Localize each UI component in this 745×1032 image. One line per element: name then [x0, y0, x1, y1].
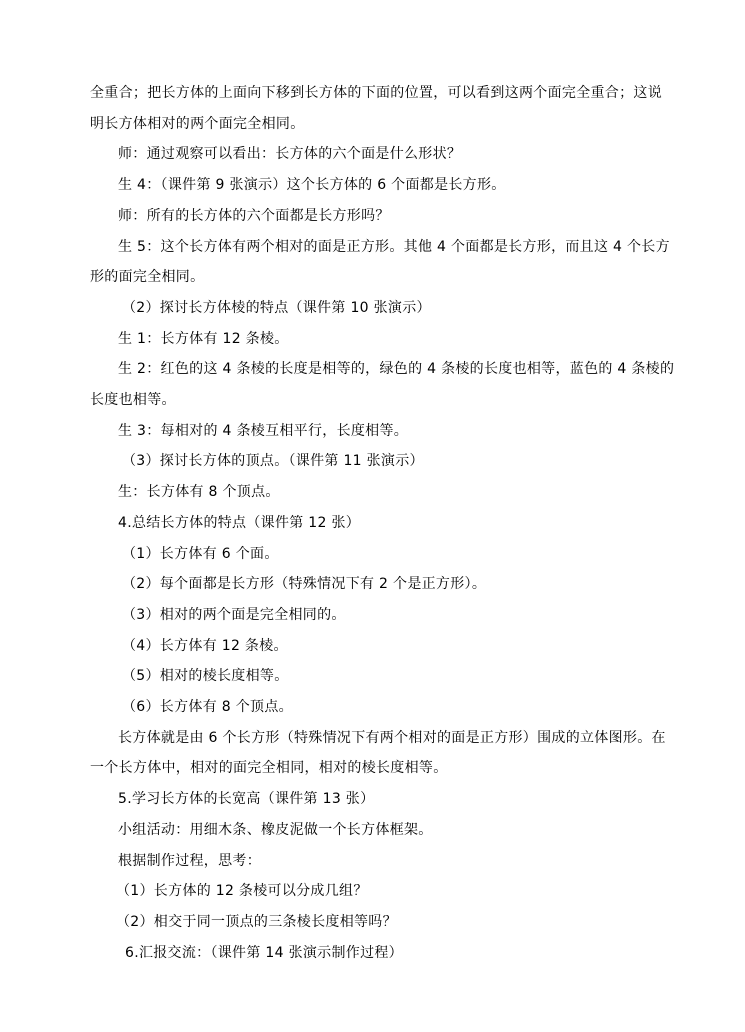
list-item: （3）相对的两个面是完全相同的。 [122, 606, 346, 623]
list-item: （1）长方体有 6 个面。 [122, 545, 279, 562]
list-item: （4）长方体有 12 条棱。 [122, 637, 288, 654]
student-answer: 生 5：这个长方体有两个相对的面是正方形。其他 4 个面都是长方形，而且这 4 个长方 [118, 238, 670, 255]
list-item: （5）相对的棱长度相等。 [122, 668, 289, 685]
section-heading: 5.学习长方体的长宽高（课件第 13 张） [118, 791, 375, 808]
question-item: （1）长方体的 12 条棱可以分成几组？ [116, 883, 368, 900]
list-item: （2）每个面都是长方形（特殊情况下有 2 个是正方形）。 [122, 576, 487, 593]
list-item: （6）长方体有 8 个顶点。 [122, 699, 293, 716]
paragraph-line: 长度也相等。 [90, 392, 176, 409]
teacher-question: 师：所有的长方体的六个面都是长方形吗？ [118, 207, 390, 224]
paragraph-line: 形的面完全相同。 [90, 269, 205, 286]
student-answer: 生 1：长方体有 12 条棱。 [118, 330, 289, 347]
student-answer: 生 2：红色的这 4 条棱的长度是相等的，绿色的 4 条棱的长度也相等，蓝色的 4 条棱的 [118, 361, 675, 378]
student-answer: 生 3：每相对的 4 条棱互相平行，长度相等。 [118, 422, 409, 439]
activity-line: 根据制作过程，思考： [118, 852, 261, 869]
teacher-question: 师：通过观察可以看出：长方体的六个面是什么形状？ [118, 146, 462, 163]
question-item: （2）相交于同一顶点的三条棱长度相等吗？ [116, 913, 397, 930]
paragraph-line: 全重合；把长方体的上面向下移到长方体的下面的位置，可以看到这两个面完全重合；这说 [90, 85, 662, 101]
document-body [90, 78, 675, 968]
section-heading: 6.汇报交流：（课件第 14 张演示制作过程） [125, 944, 403, 961]
student-answer: 生 4：（课件第 9 张演示）这个长方体的 6 个面都是长方形。 [118, 177, 506, 194]
section-heading: （2）探讨长方体棱的特点（课件第 10 张演示） [122, 299, 431, 316]
activity-line: 小组活动：用细木条、橡皮泥做一个长方体框架。 [118, 821, 433, 838]
section-heading: （3）探讨长方体的顶点。（课件第 11 张演示） [122, 453, 424, 470]
summary-paragraph: 长方体就是由 6 个长方形（特殊情况下有两个相对的面是正方形）围成的立体图形。在 [118, 729, 666, 746]
section-heading: 4.总结长方体的特点（课件第 12 张） [118, 514, 361, 531]
student-answer: 生：长方体有 8 个顶点。 [118, 484, 280, 501]
paragraph-line: 一个长方体中，相对的面完全相同，相对的棱长度相等。 [90, 760, 448, 777]
paragraph-line: 明长方体相对的两个面完全相同。 [90, 115, 305, 132]
